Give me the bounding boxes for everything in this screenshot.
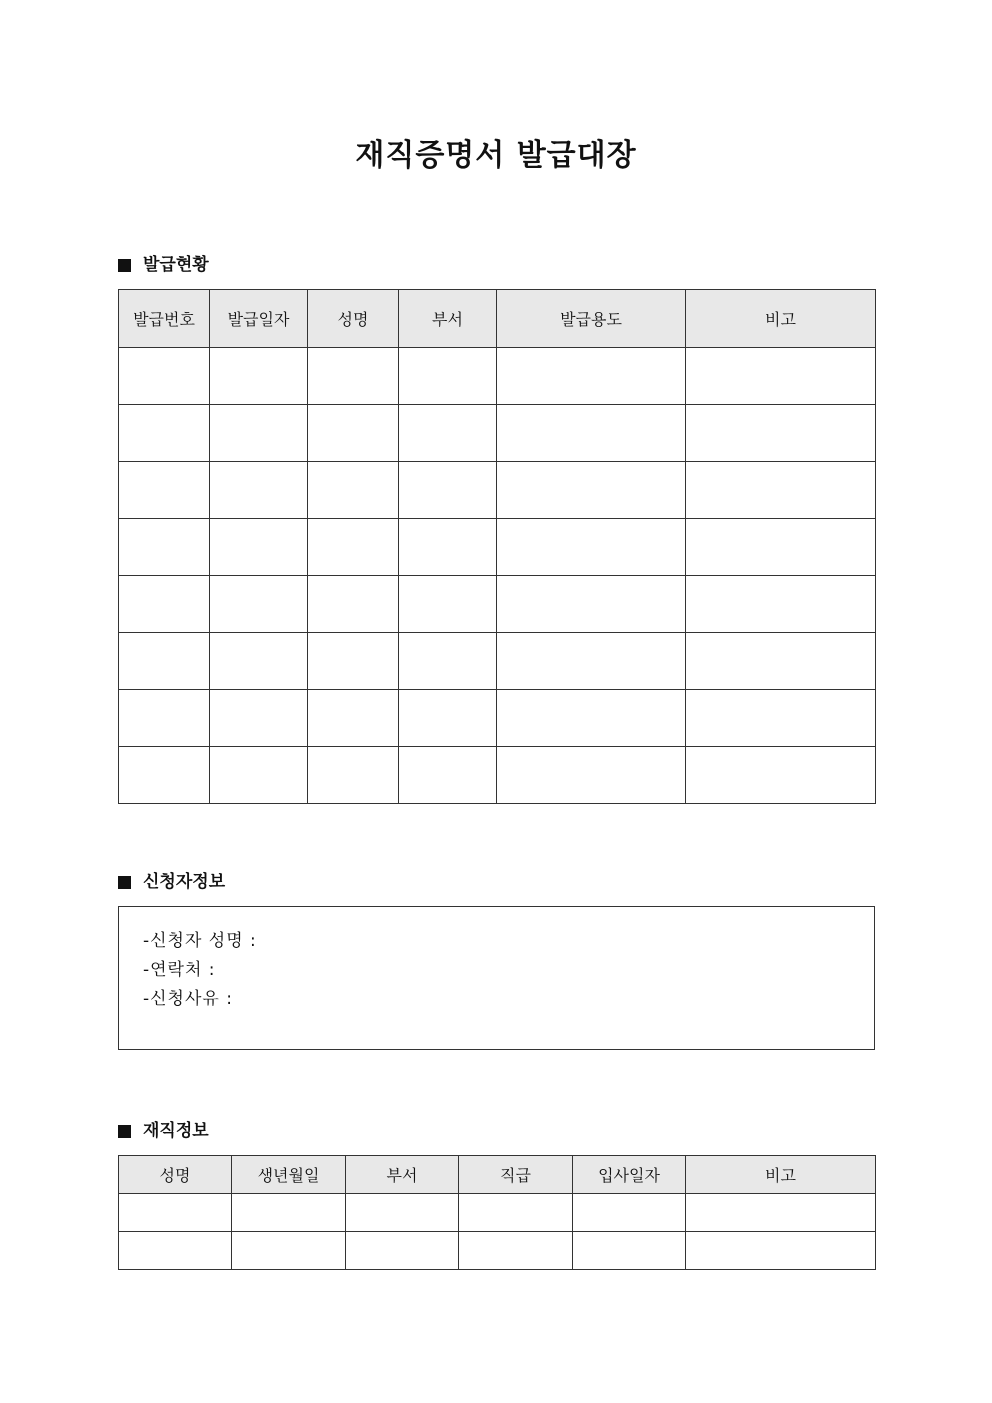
table-cell[interactable] xyxy=(497,576,686,633)
table-row xyxy=(119,405,876,462)
table-row xyxy=(119,690,876,747)
issuance-table xyxy=(118,289,876,804)
applicant-contact-line: -연락처 : xyxy=(143,960,216,980)
table-row xyxy=(119,576,876,633)
table-cell[interactable] xyxy=(308,576,399,633)
table-row xyxy=(119,1232,876,1270)
table-cell[interactable] xyxy=(119,462,210,519)
table-cell[interactable] xyxy=(686,690,876,747)
table-cell[interactable] xyxy=(119,405,210,462)
column-header: 발급번호 xyxy=(119,290,210,348)
table-cell[interactable] xyxy=(686,1232,876,1270)
table-cell[interactable] xyxy=(686,462,876,519)
table-cell[interactable] xyxy=(399,519,497,576)
table-row xyxy=(119,1194,876,1232)
table-header-row xyxy=(119,290,876,348)
table-cell[interactable] xyxy=(497,405,686,462)
table-cell[interactable] xyxy=(210,405,308,462)
table-cell[interactable] xyxy=(497,462,686,519)
table-cell[interactable] xyxy=(232,1194,346,1232)
table-cell[interactable] xyxy=(119,1232,232,1270)
table-cell[interactable] xyxy=(308,690,399,747)
column-header: 발급용도 xyxy=(497,290,686,348)
column-header: 성명 xyxy=(308,290,399,348)
table-cell[interactable] xyxy=(308,633,399,690)
table-cell[interactable] xyxy=(573,1194,686,1232)
table-row xyxy=(119,519,876,576)
table-cell[interactable] xyxy=(399,405,497,462)
table-cell[interactable] xyxy=(573,1232,686,1270)
applicant-reason-line: -신청사유 : xyxy=(143,989,233,1009)
table-cell[interactable] xyxy=(119,1194,232,1232)
table-cell[interactable] xyxy=(210,576,308,633)
table-cell[interactable] xyxy=(119,519,210,576)
section-heading-label: 발급현황 xyxy=(143,255,209,275)
table-cell[interactable] xyxy=(210,462,308,519)
table-cell[interactable] xyxy=(497,690,686,747)
table-cell[interactable] xyxy=(459,1194,573,1232)
table-cell[interactable] xyxy=(119,690,210,747)
table-cell[interactable] xyxy=(210,348,308,405)
square-bullet-icon xyxy=(118,259,131,272)
section-heading-label: 재직정보 xyxy=(143,1121,209,1141)
table-cell[interactable] xyxy=(346,1194,459,1232)
table-cell[interactable] xyxy=(210,747,308,804)
table-cell[interactable] xyxy=(119,348,210,405)
table-cell[interactable] xyxy=(210,519,308,576)
section-heading-label: 신청자정보 xyxy=(143,872,226,892)
table-cell[interactable] xyxy=(686,747,876,804)
column-header: 부서 xyxy=(346,1156,459,1194)
employment-table xyxy=(118,1155,876,1270)
table-cell[interactable] xyxy=(210,690,308,747)
table-cell[interactable] xyxy=(399,462,497,519)
section-heading-issuance xyxy=(118,253,209,277)
table-cell[interactable] xyxy=(686,633,876,690)
section-heading-applicant xyxy=(118,870,225,894)
table-row xyxy=(119,462,876,519)
table-cell[interactable] xyxy=(686,576,876,633)
table-cell[interactable] xyxy=(119,633,210,690)
section-heading-employment xyxy=(118,1119,209,1143)
table-cell[interactable] xyxy=(399,348,497,405)
table-cell[interactable] xyxy=(497,519,686,576)
table-cell[interactable] xyxy=(119,747,210,804)
table-cell[interactable] xyxy=(399,690,497,747)
table-cell[interactable] xyxy=(459,1232,573,1270)
column-header: 생년월일 xyxy=(232,1156,346,1194)
table-cell[interactable] xyxy=(308,405,399,462)
table-cell[interactable] xyxy=(497,747,686,804)
applicant-name-line: -신청자 성명 : xyxy=(143,931,257,951)
table-cell[interactable] xyxy=(399,747,497,804)
table-cell[interactable] xyxy=(308,519,399,576)
table-cell[interactable] xyxy=(119,576,210,633)
table-cell[interactable] xyxy=(308,747,399,804)
table-cell[interactable] xyxy=(308,462,399,519)
document-title: 재직증명서 발급대장 xyxy=(355,138,637,173)
column-header: 입사일자 xyxy=(573,1156,686,1194)
table-cell[interactable] xyxy=(232,1232,346,1270)
column-header: 비고 xyxy=(686,290,876,348)
table-cell[interactable] xyxy=(686,348,876,405)
table-cell[interactable] xyxy=(686,519,876,576)
table-row xyxy=(119,747,876,804)
table-cell[interactable] xyxy=(346,1232,459,1270)
table-cell[interactable] xyxy=(497,633,686,690)
column-header: 비고 xyxy=(686,1156,876,1194)
table-header-row xyxy=(119,1156,876,1194)
table-row xyxy=(119,348,876,405)
table-cell[interactable] xyxy=(308,348,399,405)
column-header: 발급일자 xyxy=(210,290,308,348)
table-cell[interactable] xyxy=(399,633,497,690)
square-bullet-icon xyxy=(118,876,131,889)
square-bullet-icon xyxy=(118,1125,131,1138)
column-header: 부서 xyxy=(399,290,497,348)
table-row xyxy=(119,633,876,690)
column-header: 성명 xyxy=(119,1156,232,1194)
table-cell[interactable] xyxy=(399,576,497,633)
table-cell[interactable] xyxy=(497,348,686,405)
table-cell[interactable] xyxy=(686,1194,876,1232)
applicant-info-box xyxy=(118,906,875,1050)
table-cell[interactable] xyxy=(686,405,876,462)
column-header: 직급 xyxy=(459,1156,573,1194)
table-cell[interactable] xyxy=(210,633,308,690)
